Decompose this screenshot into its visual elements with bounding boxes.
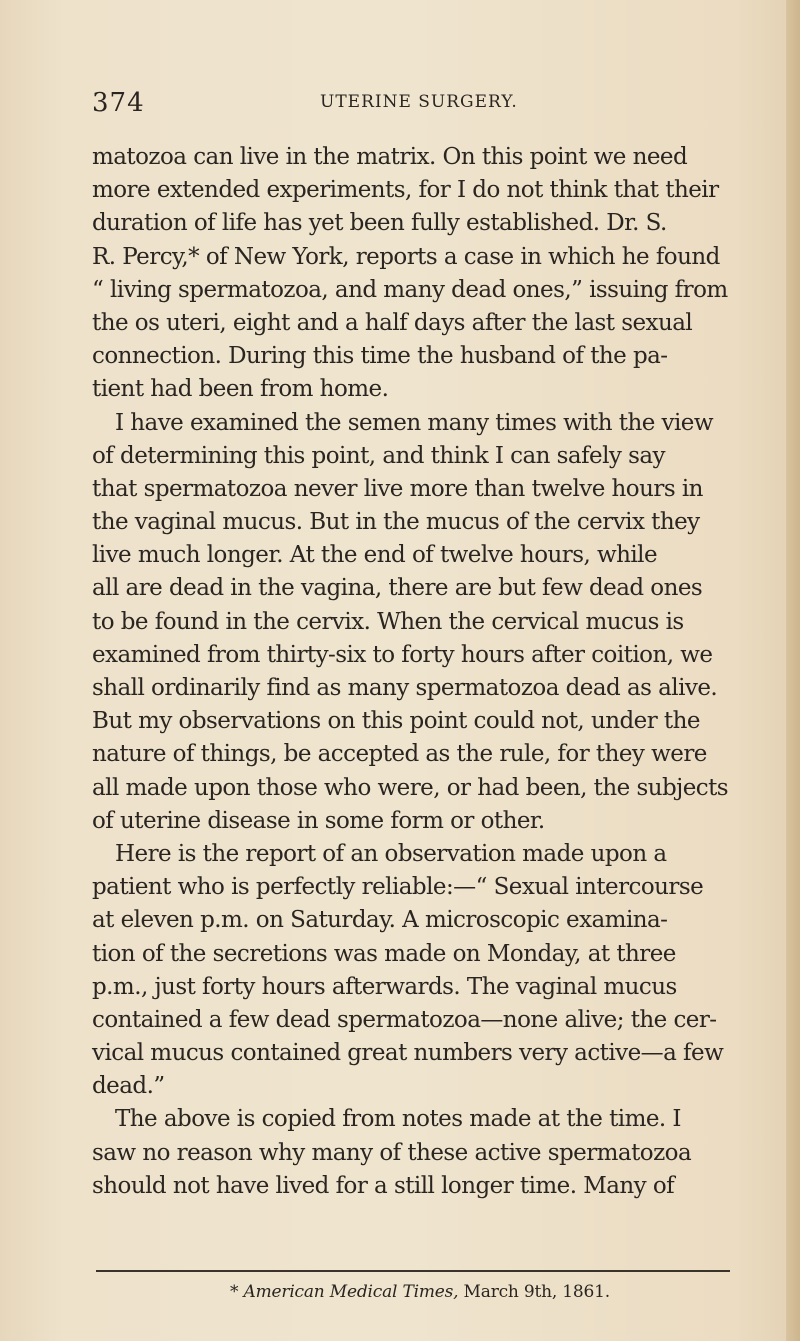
text-line: that spermatozoa never live more than twelve hours in: [92, 475, 703, 502]
text-line: dead.”: [92, 1073, 165, 1100]
body-text: [92, 141, 732, 1203]
text-line: all made upon those who were, or had been, the subjects: [92, 774, 729, 801]
text-line: p.m., just forty hours afterwards. The vaginal mucus: [92, 973, 677, 1000]
text-line: connection. During this time the husband of the pa-: [92, 343, 668, 370]
text-line: the os uteri, eight and a half days after the last sexual: [92, 309, 693, 336]
text-line: saw no reason why many of these active spermatozoa: [92, 1139, 692, 1166]
text-line: the vaginal mucus. But in the mucus of the cervix they: [92, 509, 700, 536]
text-line: matozoa can live in the matrix. On this point we need: [92, 144, 688, 170]
text-line: shall ordinarily find as many spermatozoa dead as alive.: [92, 675, 718, 701]
footnote-marker: *: [230, 1282, 239, 1302]
footnote-date: March 9th, 1861.: [458, 1282, 610, 1302]
text-line: more extended experiments, for I do not think that their: [92, 177, 719, 204]
text-line: duration of life has yet been fully established. Dr. S.: [92, 210, 667, 237]
text-line: Here is the report of an observation made upon a: [115, 840, 667, 867]
text-line: tient had been from home.: [92, 376, 389, 403]
text-line: R. Percy,* of New York, reports a case in which he found: [92, 243, 720, 270]
text-line: patient who is perfectly reliable:—“ Sexual intercourse: [92, 874, 704, 901]
text-line: examined from thirty-six to forty hours after coition, we: [92, 641, 713, 668]
text-line: The above is copied from notes made at the time. I: [115, 1106, 681, 1133]
text-line: of uterine disease in some form or other.: [92, 807, 545, 834]
text-line: at eleven p.m. on Saturday. A microscopic examina-: [92, 907, 668, 934]
text-line: vical mucus contained great numbers very active—a few: [92, 1040, 724, 1067]
running-head: [92, 88, 732, 118]
text-line: should not have lived for a still longer time. Many of: [92, 1172, 675, 1199]
text-line: But my observations on this point could not, under the: [92, 708, 700, 735]
footnote-source: American Medical Times,: [243, 1282, 459, 1302]
text-line: of determining this point, and think I can safely say: [92, 442, 665, 469]
page-number: 374: [92, 88, 145, 118]
text-line: all are dead in the vagina, there are but few dead ones: [92, 575, 703, 602]
text-line: to be found in the cervix. When the cervical mucus is: [92, 608, 684, 635]
footnote-rule: [96, 1270, 730, 1272]
running-title: UTERINE SURGERY.: [320, 92, 518, 112]
text-line: nature of things, be accepted as the rule, for they were: [92, 741, 707, 768]
text-line: contained a few dead spermatozoa—none alive; the cer-: [92, 1006, 717, 1033]
text-line: I have examined the semen many times with the view: [115, 409, 714, 436]
text-line: live much longer. At the end of twelve hours, while: [92, 542, 658, 569]
footnote: [230, 1282, 610, 1302]
page-edge: [786, 0, 800, 1341]
text-line: tion of the secretions was made on Monday, at three: [92, 940, 676, 967]
text-line: “ living spermatozoa, and many dead ones,” issuing from: [92, 276, 728, 303]
